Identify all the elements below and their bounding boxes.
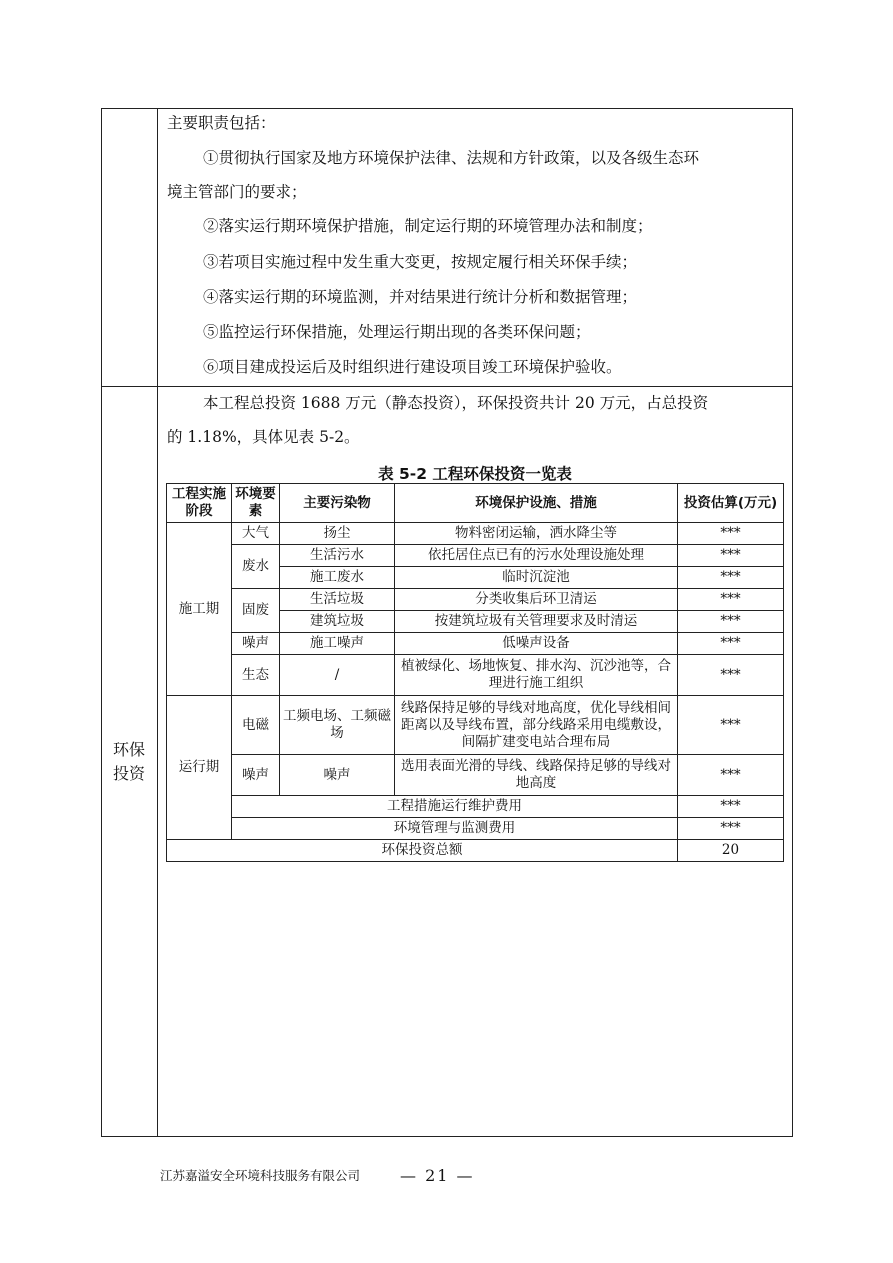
table-row	[167, 545, 784, 567]
table-row	[167, 523, 784, 545]
header-pollutant: 主要污染物	[280, 484, 395, 523]
cost-cell: ***	[678, 796, 784, 818]
measure-domestic-garbage: 分类收集后环卫清运	[395, 589, 678, 611]
footer-company: 江苏嘉溢安全环境科技服务有限公司	[160, 1168, 361, 1183]
cost-cell: ***	[678, 633, 784, 655]
element-em: 电磁	[232, 696, 280, 755]
element-ecology: 生态	[232, 655, 280, 696]
side-label-line-2: 投资	[112, 764, 145, 783]
pollutant-em: 工频电场、工频磁场	[280, 696, 395, 755]
header-cost: 投资估算(万元)	[678, 484, 784, 523]
element-op-noise: 噪声	[232, 755, 280, 796]
cost-cell: ***	[678, 818, 784, 840]
investment-table	[166, 483, 784, 862]
duty-item-4: ④落实运行期的环境监测，并对结果进行统计分析和数据管理；	[203, 288, 638, 306]
pollutant-domestic-garbage: 生活垃圾	[280, 589, 395, 611]
duty-item-3: ③若项目实施过程中发生重大变更，按规定履行相关环保手续；	[203, 253, 638, 271]
maintenance-label: 工程措施运行维护费用	[232, 796, 678, 818]
table-row	[167, 796, 784, 818]
pollutant-domestic-sewage: 生活污水	[280, 545, 395, 567]
investment-intro-line-2: 的 1.18%，具体见表 5-2。	[167, 428, 360, 446]
cost-cell: ***	[678, 696, 784, 755]
pollutant-dust: 扬尘	[280, 523, 395, 545]
cost-cell: ***	[678, 755, 784, 796]
monitoring-label: 环境管理与监测费用	[232, 818, 678, 840]
element-solid-waste: 固废	[232, 589, 280, 633]
duty-item-1: ①贯彻执行国家及地方环境保护法律、法规和方针政策，以及各级生态环	[203, 149, 700, 167]
duties-heading: 主要职责包括：	[167, 114, 276, 132]
duty-item-2: ②落实运行期环境保护措施，制定运行期的环境管理办法和制度；	[203, 217, 653, 235]
table-row	[167, 755, 784, 796]
table-caption: 表 5-2 工程环保投资一览表	[378, 465, 572, 483]
header-element: 环境要素	[232, 484, 280, 523]
table-row	[167, 589, 784, 611]
table-row	[167, 655, 784, 696]
measure-construction-wastewater: 临时沉淀池	[395, 567, 678, 589]
header-measure: 环境保护设施、措施	[395, 484, 678, 523]
table-row	[167, 696, 784, 755]
element-air: 大气	[232, 523, 280, 545]
cost-cell: ***	[678, 567, 784, 589]
duty-item-5: ⑤监控运行环保措施，处理运行期出现的各类环保问题；	[203, 323, 591, 341]
measure-em: 线路保持足够的导线对地高度，优化导线相间距离以及导线布置，部分线路采用电缆敷设，间隔扩建变电站合理布局	[395, 696, 678, 755]
pollutant-construction-garbage: 建筑垃圾	[280, 611, 395, 633]
duty-item-6: ⑥项目建成投运后及时组织进行建设项目竣工环境保护验收。	[203, 358, 622, 376]
header-stage: 工程实施阶段	[167, 484, 232, 523]
element-noise: 噪声	[232, 633, 280, 655]
column-divider	[157, 108, 158, 1137]
measure-ecology: 植被绿化、场地恢复、排水沟、沉沙池等，合理进行施工组织	[395, 655, 678, 696]
stage-operation: 运行期	[167, 696, 232, 840]
table-total-row	[167, 840, 784, 862]
measure-dust: 物料密闭运输，洒水降尘等	[395, 523, 678, 545]
pollutant-ecology: /	[280, 655, 395, 696]
stage-construction: 施工期	[167, 523, 232, 696]
total-label: 环保投资总额	[167, 840, 678, 862]
measure-op-noise: 选用表面光滑的导线、线路保持足够的导线对地高度	[395, 755, 678, 796]
table-row	[167, 818, 784, 840]
measure-domestic-sewage: 依托居住点已有的污水处理设施处理	[395, 545, 678, 567]
measure-construction-garbage: 按建筑垃圾有关管理要求及时清运	[395, 611, 678, 633]
cost-cell: ***	[678, 523, 784, 545]
total-value: 20	[678, 840, 784, 862]
table-row	[167, 633, 784, 655]
side-label-line-1: 环保	[112, 740, 145, 759]
cost-cell: ***	[678, 655, 784, 696]
cost-cell: ***	[678, 611, 784, 633]
investment-intro-line-1: 本工程总投资 1688 万元（静态投资），环保投资共计 20 万元，占总投资	[203, 394, 709, 412]
page-number: — 21 —	[400, 1166, 475, 1185]
measure-construction-noise: 低噪声设备	[395, 633, 678, 655]
element-wastewater: 废水	[232, 545, 280, 589]
duty-item-1-cont: 境主管部门的要求；	[167, 183, 307, 201]
row-divider	[101, 386, 793, 387]
side-label	[103, 738, 155, 786]
pollutant-op-noise: 噪声	[280, 755, 395, 796]
table-header-row	[167, 484, 784, 523]
pollutant-construction-wastewater: 施工废水	[280, 567, 395, 589]
cost-cell: ***	[678, 545, 784, 567]
pollutant-construction-noise: 施工噪声	[280, 633, 395, 655]
cost-cell: ***	[678, 589, 784, 611]
